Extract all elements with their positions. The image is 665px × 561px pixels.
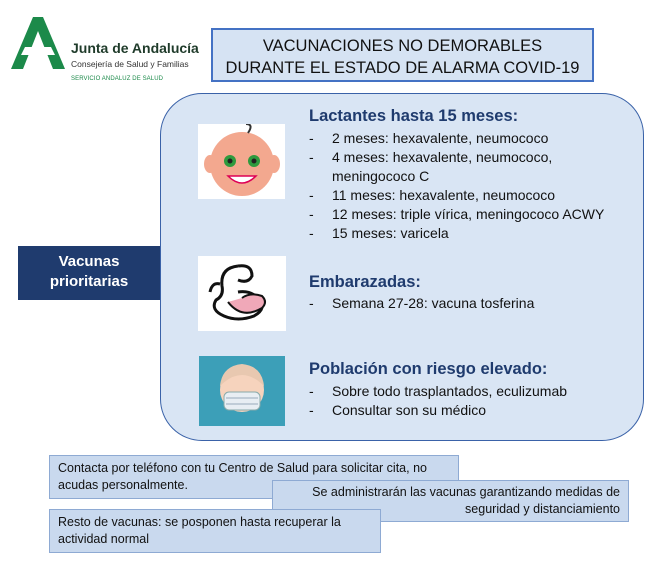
junta-andalucia-logo-icon <box>7 15 69 71</box>
list-item: - Consultar son su médico <box>307 401 639 420</box>
pregnant-woman-icon <box>198 256 286 331</box>
list-item: - 2 meses: hexavalente, neumococo <box>307 129 639 148</box>
safety-note: Se administrarán las vacunas garantizando medidas de seguridad y distanciamiento <box>272 480 629 522</box>
high-risk-list <box>307 382 639 420</box>
list-item: - Semana 27-28: vacuna tosferina <box>307 294 639 313</box>
list-item: - 11 meses: hexavalente, neumococo <box>307 186 639 205</box>
page-title-line1: VACUNACIONES NO DEMORABLES <box>262 37 543 55</box>
logo-service: SERVICIO ANDALUZ DE SALUD <box>71 76 164 82</box>
face-mask-icon <box>199 356 285 426</box>
pregnant-list <box>307 294 639 313</box>
infants-list <box>307 129 639 243</box>
list-item: - 15 meses: varicela <box>307 224 639 243</box>
page-title-line2: DURANTE EL ESTADO DE ALARMA COVID-19 <box>225 59 580 77</box>
list-item: - Sobre todo trasplantados, eculizumab <box>307 382 639 401</box>
logo-title: Junta de Andalucía <box>71 40 199 56</box>
side-label-line2: prioritarias <box>49 273 129 290</box>
logo-subtitle: Consejería de Salud y Familias <box>71 59 189 69</box>
postponed-note: Resto de vacunas: se posponen hasta recuperar la actividad normal <box>49 509 381 553</box>
page-title <box>211 28 594 82</box>
contact-note: Contacta por teléfono con tu Centro de Salud para solicitar cita, no acudas personalmente. <box>49 455 459 499</box>
baby-face-icon <box>198 124 285 199</box>
list-item: - 12 meses: triple vírica, meningococo ACWY <box>307 205 639 224</box>
section-title-infants: Lactantes hasta 15 meses: <box>309 107 519 125</box>
side-label-line1: Vacunas <box>58 253 120 270</box>
list-item: - 4 meses: hexavalente, neumococo, meningococo C <box>307 148 639 186</box>
side-label <box>18 246 160 300</box>
section-title-pregnant: Embarazadas: <box>309 273 421 291</box>
section-title-high-risk: Población con riesgo elevado: <box>309 360 548 378</box>
